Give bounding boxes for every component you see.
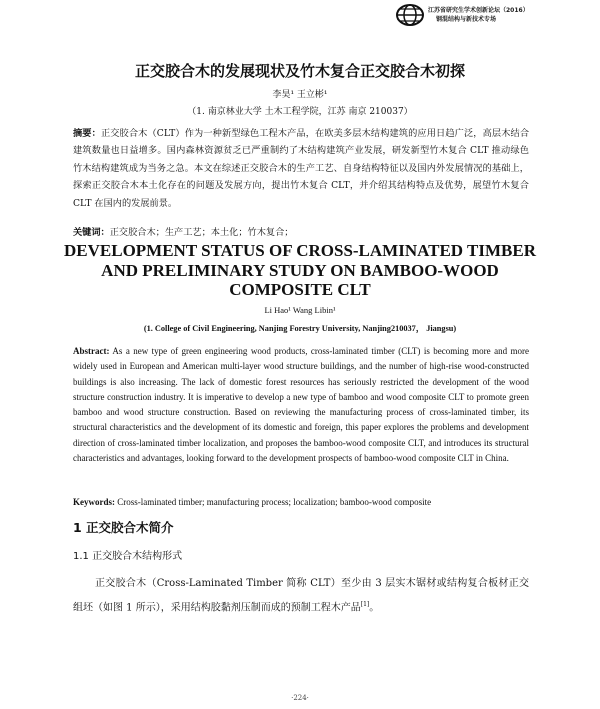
affiliation-en: (1. College of Civil Engineering, Nanjing Forestry University, Nanjing210037， Jiangsu): [143, 324, 457, 333]
paper-title-cn: 正交胶合木的发展现状及竹木复合正交胶合木初探: [134, 62, 465, 80]
journal-header-line1: 江苏省研究生学术创新论坛（2016）: [428, 7, 529, 14]
abstract-en-text: As a new type of green engineering wood products, cross-laminated timber (CLT) is becoming more and more widely used in European and American multi-layer wood structure buildings, and the number of high-rise wood-constructed buildings is also increasing. The lack of domestic forest resources has seriously restricted the development of the wood structure construction industry. It is imperative to develop a new type of bamboo and wood composite CLT to promote green bamboo and wood structure construction. Based on reviewing the manufacturing process of cross-laminated timber, its structural characteristics and the development of its domestic and foreign, this paper explores the problems and development direction of cross-laminated timber localization, and proposes the bamboo-wood composite CLT, and introduces its structural characteristics and advantages, looking forward to the development prospects of bamboo-wood composite CLT in China.: [73, 346, 529, 464]
abstract-cn: [73, 125, 529, 212]
abstract-en-label: Abstract:: [73, 346, 110, 356]
affiliation-cn: （1. 南京林业大学 土木工程学院，江苏 南京 210037）: [187, 107, 413, 117]
journal-logo-icon: [396, 4, 424, 26]
page-number: ·224·: [291, 694, 309, 702]
keywords-cn-text: 正交胶合木；生产工艺；本土化；竹木复合；: [109, 227, 294, 238]
body-paragraph-end: 。: [369, 602, 380, 614]
section-heading-1: 1 正交胶合木简介: [73, 520, 174, 535]
journal-header: [428, 6, 596, 24]
abstract-en: [73, 344, 529, 466]
abstract-cn-text: 正交胶合木（CLT）作为一种新型绿色工程木产品，在欧美多层木结构建筑的应用日趋广泛，高层木结合建筑数量也日益增多。国内森林资源贫乏已严重制约了木结构建筑产业发展，研发新型竹木复合 CLT 推动绿色竹木结构建筑成为当务之急。本文在综述正交胶合木的生产工艺、自身结构特征以及国内外发展情况的基础上，探索正交胶合木本土化存在的问题及发展方向，提出竹木复合 CLT，并介绍其结构特点及优势，展望竹木复合 CLT 在国内的发展前景。: [73, 128, 530, 209]
authors-cn: 李昊¹ 王立彬¹: [272, 90, 328, 100]
body-paragraph: [73, 573, 529, 618]
section-heading-1-1: 1.1 正交胶合木结构形式: [73, 551, 183, 562]
journal-header-line2: 钢混结构与新技术专场: [436, 16, 497, 23]
keywords-en-text: Cross-laminated timber; manufacturing process; localization; bamboo-wood composite: [115, 497, 432, 507]
keywords-en: [73, 495, 529, 510]
citation-ref[interactable]: [1]: [360, 601, 370, 608]
keywords-cn-label: 关键词：: [73, 227, 110, 238]
keywords-cn: [73, 224, 529, 241]
authors-en: Li Hao¹ Wang Libin¹: [264, 305, 336, 315]
abstract-cn-label: 摘要：: [73, 128, 101, 139]
paper-title-en: DEVELOPMENT STATUS OF CROSS-LAMINATED TIMBER AND PRELIMINARY STUDY ON BAMBOO-WOOD COMPOSITE CLT: [64, 241, 536, 299]
keywords-en-label: Keywords:: [73, 497, 115, 507]
body-paragraph-text: 正交胶合木（Cross-Laminated Timber 简称 CLT）至少由 3 层实木锯材或结构复合板材正交组坯（如图 1 所示），采用结构胶黏剂压制而成的预制工程木产品: [73, 578, 529, 614]
